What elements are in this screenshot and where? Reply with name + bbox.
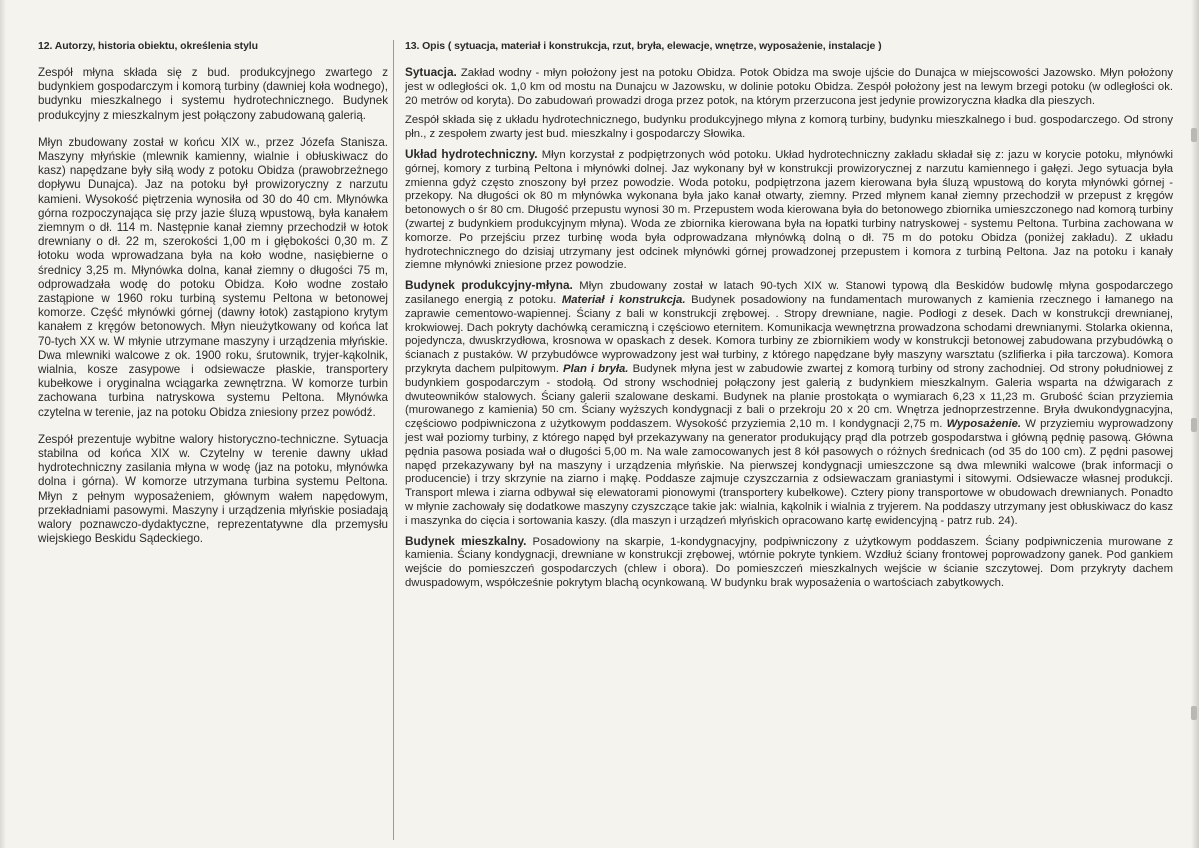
paragraph-budynek-mieszkalny	[405, 535, 1173, 591]
paragraph-zespol	[405, 114, 1173, 142]
paragraph-text: Młyn zbudowany został w latach 90-tych XIX w. Stanowi typową dla Beskidów budowlę młyna gospodarczego zasilanego energią z potoku.	[405, 280, 1173, 306]
paragraph: Młyn zbudowany został w końcu XIX w., przez Józefa Stanisza. Maszyny młyńskie (mlewnik kamienny, wialnie i obłuskiwacz do kasz) napędzane były siłą wody z potoku Obidza (prawobrzeżnego dopływu Dunajca). Jaz na potoku był prowizoryczny z narzutu kamieni. Wysokość piętrzenia wynosiła od 30 do 40 cm. Młynówka górna rozpoczynająca się przy jazie śluzą wpustową, była kanałem ziemnym o dł. 114 m. Następnie kanał ziemny przechodził w łotok drewniany o dł. 22 m, szerokości 1,00 m i głębokości 0,30 m. Z łotoku woda wprowadzana była na koło wodne, nasiębierne o średnicy 3,25 m. Młynówka dolna, kanał ziemny o długości 75 m, odprowadzała wodę do potoku Obidza. Koło wodne zostało zastąpione w 1960 roku turbiną systemu Peltona w betonowej komorze. Część młynówki górnej (dawny łotok) zastąpiono krytym kanałem z kręgów betonowych. Młyn nieużytkowany od końca lat 70-tych XX w. W młynie utrzymane maszyny i urządzenia młyńskie. Dwa mlewniki walcowe z ok. 1900 roku, śrutownik, tryjer-kąkolnik, wialnia, kosze zasypowe i odsiewacze płaskie, transportery kubełkowe i oryginalna wciągarka zewnętrzna. W komorze turbin zachowana turbina natryskowa systemu Peltona. Młynówka czytelna w terenie, jaz na potoku Obidza zniesiony przez powódź.	[38, 135, 388, 419]
binder-hole	[1191, 418, 1197, 432]
section-13-heading: 13. Opis ( sytuacja, materiał i konstrukcja, rzut, bryła, elewacje, wnętrze, wyposażenie, instalacje )	[405, 40, 882, 52]
section-12-heading: 12. Autorzy, historia obiektu, określenia stylu	[38, 40, 258, 52]
subheading-plan: Plan i bryła.	[563, 362, 629, 375]
paragraph-text: Zakład wodny - młyn położony jest na potoku Obidza. Potok Obidza ma swoje ujście do Dunajca w miejscowości Jazowsko. Młyn położony jest w odległości ok. 1,0 km od mostu na Dunajcu w Jazowsku, w dolinie potoku Obidza. Zespół położony jest na lewym brzegi potoku (w odległości ok. 20 metrów od koryta). Do zabudowań prowadzi droga przez potok, na którym przerzucona jest jedynie prowizoryczna kładka dla pieszych.	[405, 67, 1173, 107]
binder-hole	[1191, 128, 1197, 142]
paragraph-budynek-produkcyjny	[405, 279, 1173, 528]
paragraph: Zespół młyna składa się z bud. produkcyjnego zwartego z budynkiem gospodarczym i komorą turbiny (dawniej koła wodnego), budynku mieszkalnego i systemu hydrotechnicznego. Budynek produkcyjny z mieszkalnym jest połączony zabudowaną galerią.	[38, 66, 388, 122]
paper-edge-left	[0, 0, 6, 848]
left-column	[38, 40, 388, 560]
paragraph-lead: Układ hydrotechniczny.	[405, 146, 538, 161]
paragraph-text: Posadowiony na skarpie, 1-kondygnacyjny, podpiwniczony z użytkowym poddaszem. Ściany podpiwniczenia murowane z kamienia. Ściany kondygnacji, drewniane w konstrukcji zrębowej, wtórnie pokryte tynkiem. Wzdłuż ściany frontowej poprowadzony ganek. Pod gankiem wejście do pomieszczeń gospodarczych (chlew i obora). Do pomieszczeń mieszkalnych wejście w ścianie szczytowej. Dom przykryty dachem dwuspadowym, współcześnie pokrytym blachą ocynkowaną. W budynku brak wyposażenia o wartościach zabytkowych.	[405, 535, 1174, 589]
paragraph-uklad-hydrotechniczny	[405, 148, 1173, 273]
paragraph-text: W przyziemiu wyprowadzony jest wał poziomy turbiny, z którego napęd był przekazywany na generator produkujący prąd dla potrzeb gospodarstwa i główną pędnię pasową. Główna pędnia pasowa posiada wał o długości 5,00 m. Na wale zamocowanych jest 8 kół pasowych o różnych średnicach (od 35 do 100 cm). Z pędni pasowej napęd przekazywany był na maszyny i urządzenia młyńskie. Na pierwszej kondygnacji umieszczone są dwa mlewniki walcowe (brak informacji o producencie) i trzy skrzynie na ziarno i mąkę. Poddasze zajmuje czyszczarnia z odsiewaczam graniastymi i sitowymi. Odsiewacze własnej produkcji. Transport mlewa i ziarna odbywał się elewatorami pionowymi (transportery kubełkowe). Cztery piony transportowe w obudowach drewnianych. Ponadto w młynie zachowały się dodatkowe maszyny czyszczące takie jak: wialnia, kąkolnik i wialnia z tryjerem. Na poddaszy utrzymany jest obłuskiwacz do kasz i maszynka do cięcia i sortowania kaszy. (dla maszyn i urządzeń młyńskich opracowano kartę ewidencyjną - patrz rub. 24).	[405, 418, 1173, 527]
paragraph-text: Budynek posadowiony na fundamentach murowanych z kamienia rzecznego i łamanego na zaprawie cementowo-wapiennej. Ściany z bali w konstrukcji zrębowej. . Stropy drewniane, nagie. Podłogi z desek. Dach w konstrukcji drewnianej, krokwiowej. Dach pokryty dachówką ceramiczną i częściowo eternitem. Komunikacja wewnętrzna prowadzona schodami drewnianymi. Stolarka okienna, pojedyncza, dwuskrzydłowa, krosnowa w opaskach z desek. Komora turbiny ze zbiornikiem wody w konstrukcji betonowej zabudowana przybudówką o ścianach z pustaków. W przybudówce wyprowadzony jest wał turbiny, z którego napędzane były maszyny warsztatu (szlifierka i piła tarczowa). Komora przykryta dachem pulpitowym.	[405, 293, 1173, 375]
column-divider	[393, 40, 394, 840]
paragraph-sytuacja	[405, 66, 1173, 108]
paragraph-text: Młyn korzystał z podpiętrzonych wód potoku. Układ hydrotechniczny zakładu składał się z: jazu w korycie potoku, młynówki górnej, komory z turbiną Peltona i młynówki dolnej. Jaz wykonany był w konstrukcji prowizorycznej z narzutu kamiennego i gałęzi. Jego sytuacja była zmienna gdyż często znoszony był przez powodzie. Woda potoku, podpiętrzona jazem kierowana była śluzą wpustową do koryta młynówki górnej - przekopy. Na długości ok 80 m młynówka wykonana była jako kanał otwarty, ziemny. Przed młynem kanał ziemny przechodził w przepust z kręgów betonowych o śr 80 cm. Długość przepustu wynosi 30 m. Przepustem woda kierowana była do betonowego zbiornika umieszczonego nad komorą turbiny (zwartej z budynkiem produkcyjnym młyna). Woda ze zbiornika kierowana była na łopatki turbiny natryskowej - systemu Peltona. Turbina zachowana w komorze. Po przejściu przez turbinę woda była odprowadzana młynówką dolną o dł. 75 m do potoku Obidza (poniżej zakładu). Z układu hydrotechnicznego do dzisiaj utrzymany jest odcinek młynówki górnej prowadzonej przepustem i komora z turbiną Peltona. Jaz na potoku i kanały ziemne młynówki zniesione przez powodzie.	[405, 148, 1173, 272]
subheading-material: Materiał i konstrukcja.	[561, 293, 686, 306]
paragraph-lead: Budynek produkcyjny-młyna.	[405, 278, 573, 293]
paragraph-text: Zespół składa się z układu hydrotechnicznego, budynku produkcyjnego młyna z komorą turbiny, budynku mieszkalnego i bud. gospodarczego. Od strony płn., z zespołem zwarty jest bud. mieszkalny i gospodarczy Słowika.	[405, 114, 1173, 141]
paragraph-lead: Sytuacja.	[405, 65, 457, 79]
paragraph-lead: Budynek mieszkalny.	[405, 533, 527, 548]
right-column	[405, 40, 1173, 597]
subheading-wyposazenie: Wyposażenie.	[946, 418, 1022, 431]
paragraph-text: Budynek młyna jest w zabudowie zwartej z komorą turbiny od strony zachodniej. Od strony południowej z budynkiem gospodarczym - stodołą. Od strony wschodniej połączony jest galerią z budynkiem mieszkalnym. Galeria wsparta na dźwigarach z dwuteowników stalowych. Ściany galerii szalowane deskami. Budynek na planie prostokąta o wymiarach 6,23 x 11,23 m. Grubość ścian przyziemia (murowanego z kamienia) 50 cm. Ściany wyższych kondygnacji z bali o przekroju 20 x 20 cm. Wnętrza jednoprzestrzenne. Bryła dwukondygnacyjna, częściowo podpiwniczona z użytkowym poddaszem. Wysokość przyziemia 2,10 m. I kondygnacji 2,75 m.	[405, 362, 1173, 431]
paragraph: Zespół prezentuje wybitne walory historyczno-techniczne. Sytuacja stabilna od końca XIX w. Czytelny w terenie dawny układ hydrotechniczny zasilania młyna w wodę (jaz na potoku, młynówka dolna i górna). W komorze utrzymana turbina systemu Peltona. Młyn z pełnym wyposażeniem, głównym wałem napędowym, przekładniami pasowymi. Maszyny i urządzenia młyńskie posiadają walory poznawczo-dydaktyczne, reprezentatywne dla przemysłu wiejskiego Beskidu Sądeckiego.	[38, 432, 388, 546]
binder-hole	[1191, 706, 1197, 720]
